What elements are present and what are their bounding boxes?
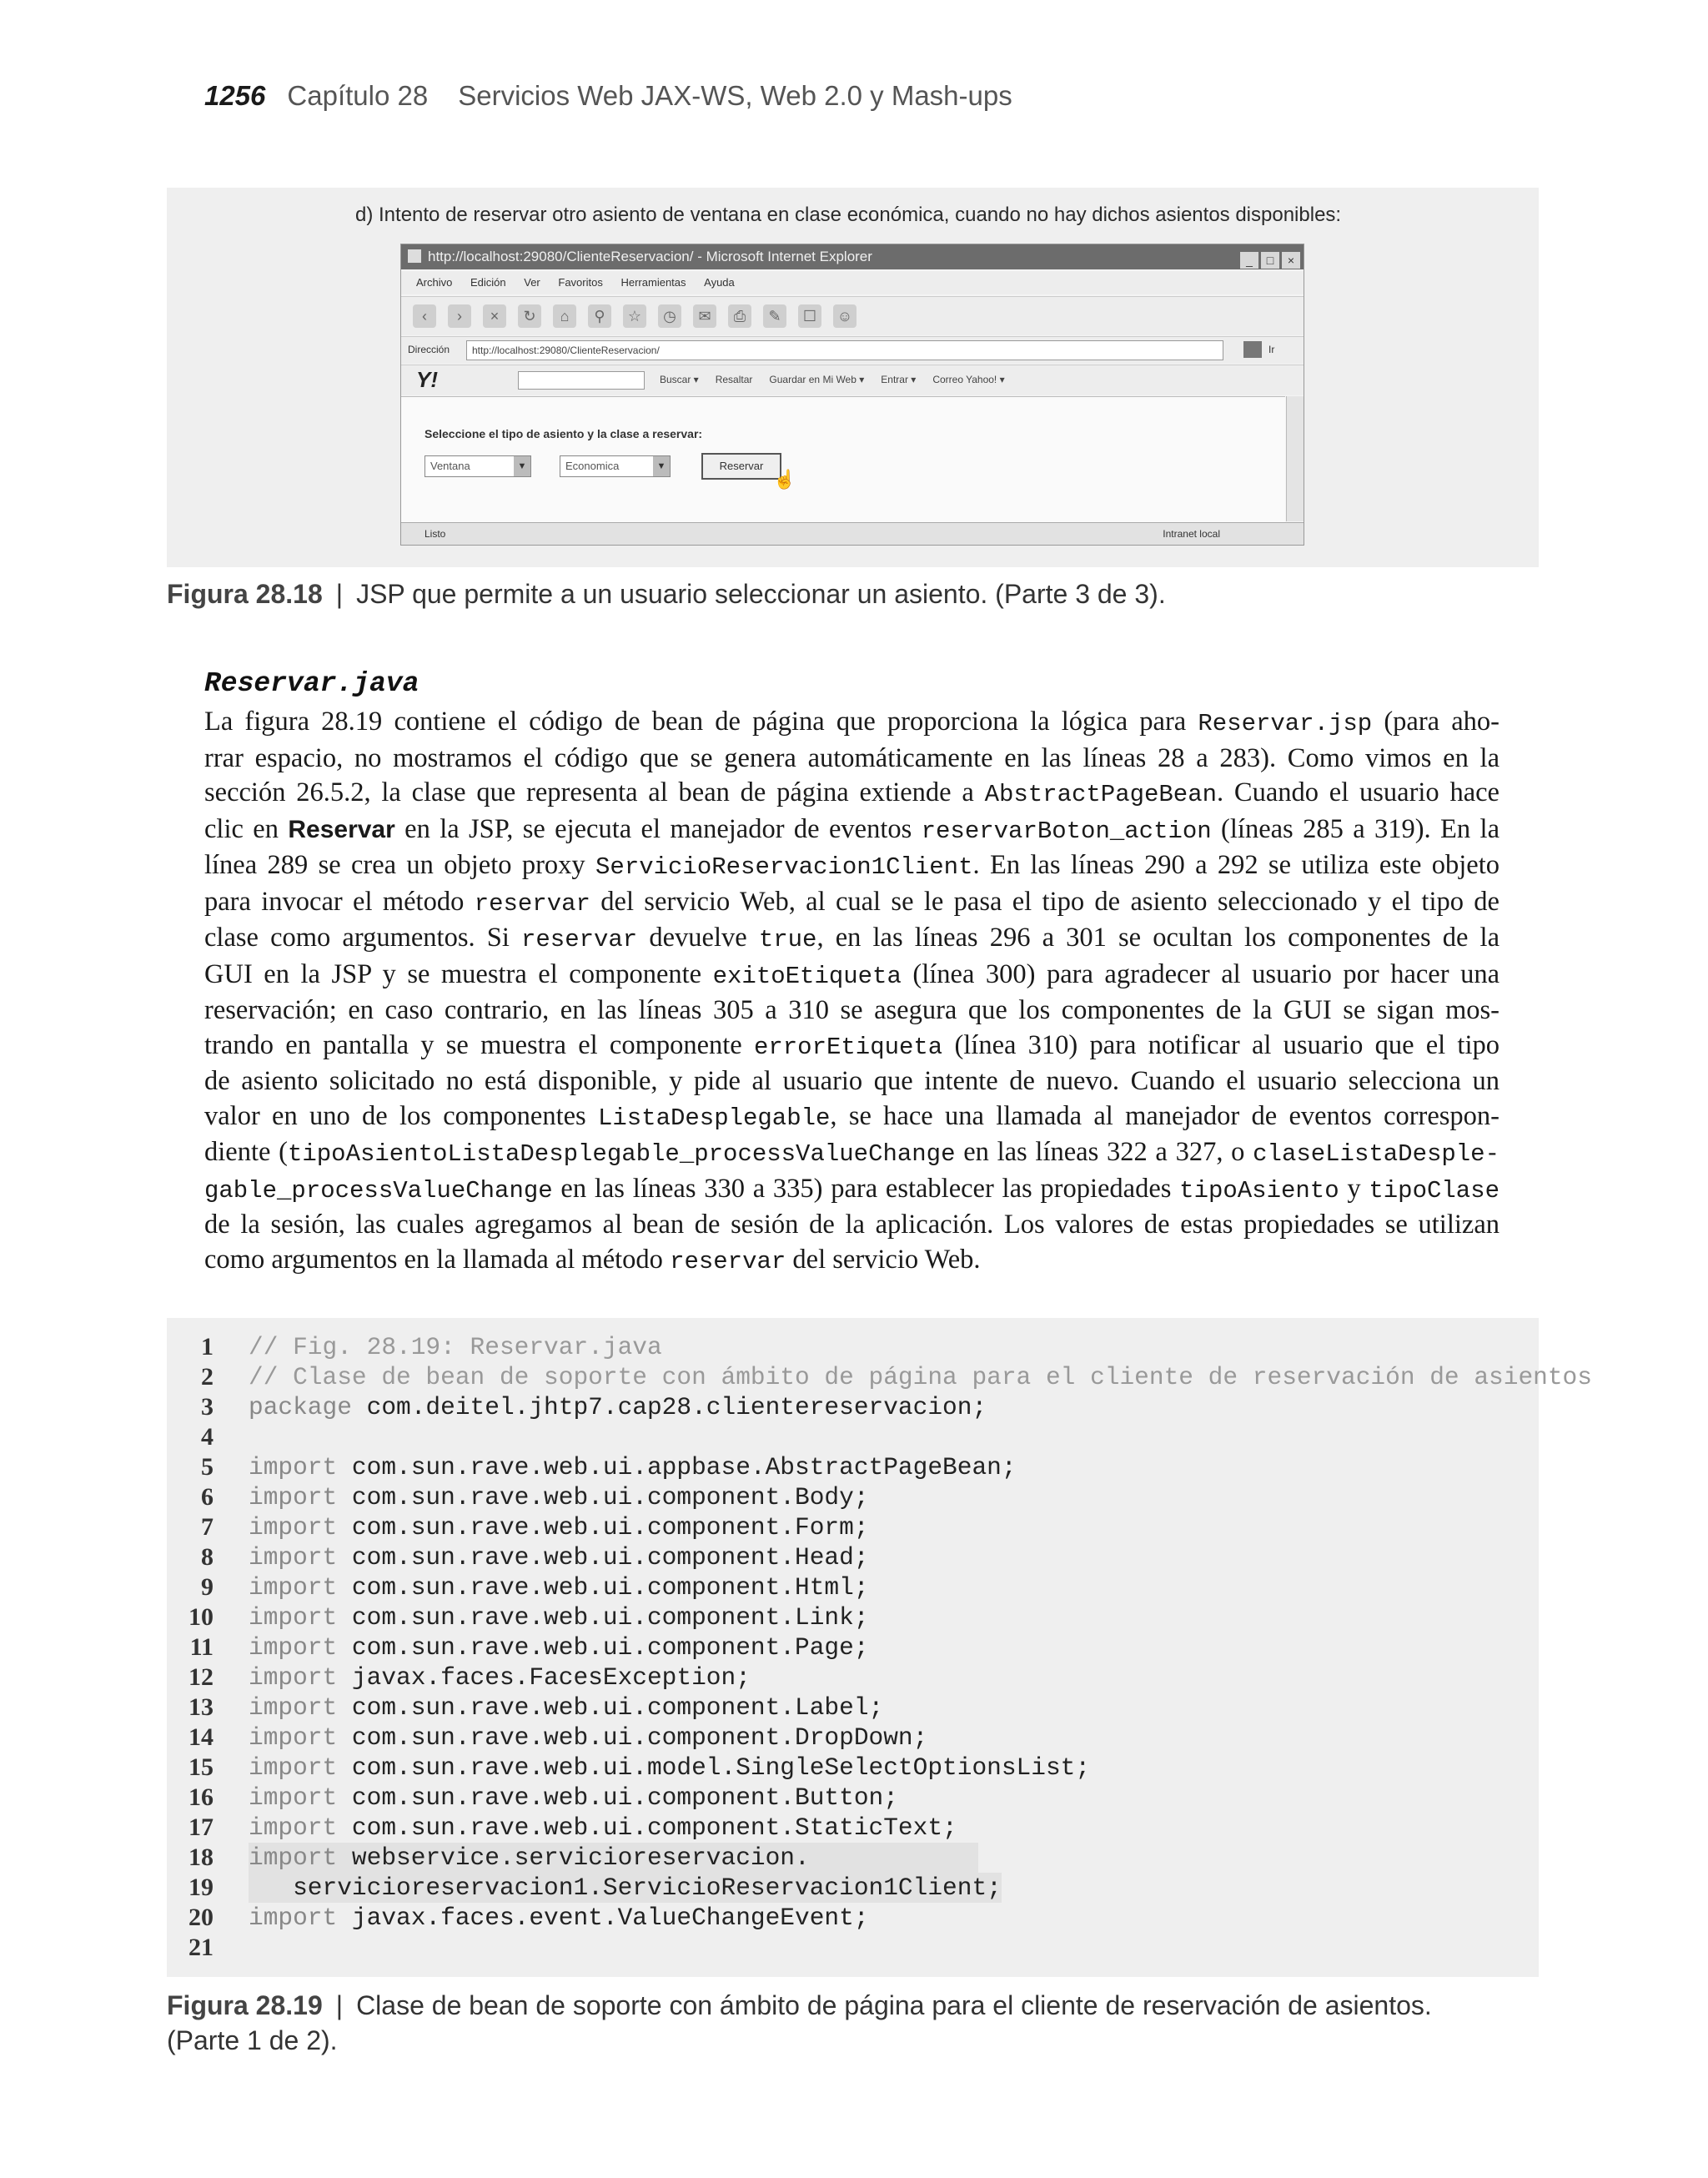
menu-edicion[interactable]: Edición (470, 276, 506, 289)
browser-title: http://localhost:29080/ClienteReservacion/ - Microsoft Internet Explorer (428, 249, 872, 264)
edit-icon[interactable]: ✎ (763, 304, 786, 328)
print-icon[interactable]: ⎙ (728, 304, 751, 328)
figure-caption-text: JSP que permite a un usuario seleccionar un asiento. (Parte 3 de 3). (356, 579, 1166, 609)
code-line (167, 1392, 1539, 1422)
status-text: Listo (424, 528, 446, 540)
line-number: 19 (188, 1874, 214, 1901)
browser-titlebar (401, 244, 1304, 269)
chevron-down-icon: ▼ (514, 456, 530, 476)
refresh-icon[interactable]: ↻ (518, 304, 541, 328)
zone-text: Intranet local (1163, 528, 1220, 540)
menu-ayuda[interactable]: Ayuda (704, 276, 735, 289)
code-line (167, 1542, 1539, 1572)
forward-icon[interactable]: › (448, 304, 471, 328)
messenger-icon[interactable]: ☺ (833, 304, 857, 328)
line-number: 21 (188, 1934, 214, 1961)
code-text: import com.sun.rave.web.ui.component.Head; (249, 1543, 869, 1572)
line-number: 20 (188, 1904, 214, 1931)
page-number: 1256 (204, 80, 266, 111)
code-text: import com.sun.rave.web.ui.component.Html; (249, 1573, 869, 1602)
yahoo-buscar[interactable]: Buscar ▾ (660, 374, 699, 385)
browser-content (401, 396, 1285, 522)
line-number: 7 (201, 1513, 214, 1541)
line-number: 3 (201, 1393, 214, 1421)
code-line (167, 1452, 1539, 1482)
seat-prompt: Seleccione el tipo de asiento y la clase a reservar: (424, 427, 703, 440)
line-number: 18 (188, 1844, 214, 1871)
favorites-icon[interactable]: ☆ (623, 304, 646, 328)
mail-icon[interactable]: ✉ (693, 304, 716, 328)
code-line (167, 1753, 1539, 1783)
figure-number: Figura 28.18 (167, 579, 323, 609)
paragraph-line: trando en pantalla y se muestra el componente errorEtiqueta (línea 310) para notificar al usuario que el tipo (204, 1029, 1500, 1061)
close-button[interactable]: × (1282, 252, 1300, 269)
discuss-icon[interactable]: ☐ (798, 304, 821, 328)
code-text: servicioreservacion1.ServicioReservacion1Client; (249, 1874, 1002, 1902)
code-text: import webservice.servicioreservacion. (249, 1843, 978, 1873)
line-number: 13 (188, 1693, 214, 1721)
line-number: 5 (201, 1453, 214, 1481)
paragraph-line: rrar espacio, no mostramos el código que se genera automáticamente en las líneas 28 a 283). Como vimos en la (204, 742, 1500, 773)
code-text: import com.sun.rave.web.ui.component.Page; (249, 1633, 869, 1662)
go-icon[interactable] (1243, 341, 1262, 358)
caption-separator: | (335, 1990, 344, 2020)
minimize-button[interactable]: _ (1240, 252, 1258, 269)
line-number: 10 (188, 1603, 214, 1631)
code-text: // Clase de bean de soporte con ámbito de página para el cliente de reservación de asientos (249, 1363, 1592, 1391)
yahoo-logo: Y! (416, 367, 438, 392)
code-line (167, 1933, 1539, 1963)
line-number: 12 (188, 1663, 214, 1691)
paragraph-line: gable_processValueChange en las líneas 330 a 335) para establecer las propiedades tipoAsiento y tipoClase (204, 1173, 1500, 1205)
code-text: import com.sun.rave.web.ui.model.SingleSelectOptionsList; (249, 1753, 1091, 1782)
code-text: import com.sun.rave.web.ui.component.Form; (249, 1513, 869, 1542)
line-number: 9 (201, 1573, 214, 1601)
address-bar (401, 336, 1304, 364)
menu-ver[interactable]: Ver (524, 276, 540, 289)
code-line (167, 1362, 1592, 1392)
code-line (167, 1783, 1539, 1813)
line-number: 11 (189, 1633, 214, 1661)
code-line (167, 1422, 1539, 1452)
section-heading: Reservar.java (204, 668, 419, 699)
code-listing (167, 1332, 1592, 1963)
scrollbar[interactable] (1286, 396, 1304, 521)
code-line (167, 1843, 1539, 1873)
figure-caption (167, 1990, 1432, 2021)
yahoo-entrar[interactable]: Entrar ▾ (881, 374, 917, 385)
paragraph-line: para invocar el método reservar del servicio Web, al cual se le pasa el tipo de asiento seleccionado y el tipo de (204, 886, 1500, 918)
code-line (167, 1693, 1539, 1723)
paragraph-line: de la sesión, las cuales agregamos al bean de sesión de la aplicación. Los valores de estas propiedades se utilizan (204, 1210, 1500, 1240)
browser-toolbar (401, 296, 1304, 335)
paragraph-line: diente (tipoAsientoListaDesplegable_processValueChange en las líneas 322 a 327, o claseListaDesple- (204, 1137, 1500, 1168)
body-paragraph (204, 705, 1500, 1279)
chapter-label: Capítulo 28 (287, 80, 429, 111)
code-line (167, 1572, 1539, 1602)
yahoo-correo[interactable]: Correo Yahoo! ▾ (932, 374, 1005, 385)
menu-herramientas[interactable]: Herramientas (620, 276, 686, 289)
code-text: import com.sun.rave.web.ui.component.Label; (249, 1693, 884, 1722)
paragraph-line: como argumentos en la llamada al método reservar del servicio Web. (204, 1244, 981, 1275)
maximize-button[interactable]: □ (1261, 252, 1279, 269)
go-label[interactable]: Ir (1268, 344, 1275, 355)
paragraph-line: de asiento solicitado no está disponible, y pide al usuario que intente de nuevo. Cuando el usuario selecciona un (204, 1066, 1500, 1096)
figure-subcaption: d) Intento de reservar otro asiento de ventana en clase económica, cuando no hay dichos asientos disponibles: (355, 204, 1342, 226)
figure-caption-continuation: (Parte 1 de 2). (167, 2025, 338, 2055)
history-icon[interactable]: ◷ (658, 304, 681, 328)
line-number: 14 (188, 1723, 214, 1751)
code-line (167, 1482, 1539, 1512)
paragraph-line: clase como argumentos. Si reservar devuelve true, en las líneas 296 a 301 se ocultan los componentes de la (204, 923, 1500, 953)
code-line (167, 1903, 1539, 1933)
code-text: import com.sun.rave.web.ui.component.Button; (249, 1783, 898, 1812)
chapter-title: Servicios Web JAX-WS, Web 2.0 y Mash-ups (458, 80, 1012, 111)
yahoo-resaltar[interactable]: Resaltar (715, 374, 753, 385)
code-line (167, 1813, 1539, 1843)
code-line (167, 1723, 1539, 1753)
address-input[interactable]: http://localhost:29080/ClienteReservacion/ (466, 340, 1223, 360)
chevron-down-icon: ▼ (653, 456, 670, 476)
class-type-select[interactable]: Economica ▼ (560, 455, 671, 477)
figure-caption-text: Clase de bean de soporte con ámbito de página para el cliente de reservación de asientos. (356, 1990, 1432, 2020)
yahoo-guardar[interactable]: Guardar en Mi Web ▾ (769, 374, 865, 385)
line-number: 8 (201, 1543, 214, 1571)
back-icon[interactable]: ‹ (413, 304, 436, 328)
browser-menubar (401, 271, 1304, 294)
line-number: 4 (201, 1423, 214, 1451)
yahoo-search-input[interactable] (518, 371, 645, 390)
line-number: 6 (201, 1483, 214, 1511)
code-line (167, 1873, 1539, 1903)
code-text: import com.sun.rave.web.ui.appbase.AbstractPageBean; (249, 1453, 1017, 1481)
line-number: 16 (188, 1783, 214, 1811)
browser-screenshot (400, 244, 1304, 546)
code-text: import com.sun.rave.web.ui.component.Body; (249, 1483, 869, 1512)
figure-number: Figura 28.19 (167, 1990, 323, 2020)
code-line (167, 1602, 1539, 1632)
search-icon[interactable]: ⚲ (588, 304, 611, 328)
line-number: 1 (201, 1333, 214, 1361)
code-text: import javax.faces.event.ValueChangeEvent; (249, 1904, 869, 1932)
yahoo-toolbar-items (660, 374, 1022, 385)
paragraph-line: valor en uno de los componentes ListaDesplegable, se hace una llamada al manejador de eventos correspon- (204, 1100, 1500, 1132)
code-text: // Fig. 28.19: Reservar.java (249, 1333, 662, 1361)
home-icon[interactable]: ⌂ (553, 304, 576, 328)
paragraph-line: sección 26.5.2, la clase que representa al bean de página extiende a AbstractPageBean. Cuando el usuario hace (204, 777, 1500, 808)
hand-cursor-icon: ☝ (773, 469, 796, 490)
line-number: 15 (188, 1753, 214, 1781)
line-number: 2 (201, 1363, 214, 1391)
window-controls (1238, 248, 1300, 273)
yahoo-toolbar (401, 365, 1304, 395)
paragraph-line: línea 289 se crea un objeto proxy ServicioReservacion1Client. En las líneas 290 a 292 se utiliza este objeto (204, 850, 1500, 881)
line-number: 17 (188, 1813, 214, 1841)
paragraph-line: clic en Reservar en la JSP, se ejecuta el manejador de eventos reservarBoton_action (líneas 285 a 319). En la (204, 813, 1500, 845)
status-bar (401, 522, 1304, 545)
code-line (167, 1332, 1539, 1362)
ie-window-icon (408, 249, 421, 263)
code-text: import com.sun.rave.web.ui.component.DropDown; (249, 1723, 928, 1752)
figure-caption (167, 579, 1166, 610)
menu-favoritos[interactable]: Favoritos (558, 276, 603, 289)
code-text: import javax.faces.FacesException; (249, 1663, 751, 1692)
menu-archivo[interactable]: Archivo (416, 276, 453, 289)
code-line (167, 1512, 1539, 1542)
code-text: import com.sun.rave.web.ui.component.Link; (249, 1603, 869, 1632)
code-text: import com.sun.rave.web.ui.component.StaticText; (249, 1813, 957, 1842)
code-line (167, 1632, 1539, 1662)
running-header (204, 80, 1012, 112)
reserve-button[interactable]: Reservar (701, 453, 781, 480)
address-label: Dirección (408, 344, 450, 355)
code-text: package com.deitel.jhtp7.cap28.clientereservacion; (249, 1393, 987, 1421)
paragraph-line: GUI en la JSP y se muestra el componente exitoEtiqueta (línea 300) para agradecer al usuario por hacer una (204, 958, 1500, 990)
seat-type-select[interactable]: Ventana ▼ (424, 455, 531, 477)
stop-icon[interactable]: × (483, 304, 506, 328)
code-line (167, 1662, 1539, 1693)
caption-separator: | (335, 579, 344, 609)
paragraph-line: reservación; en caso contrario, en las líneas 305 a 310 se asegura que los componentes de la GUI se sigan mos- (204, 995, 1500, 1025)
paragraph-line: La figura 28.19 contiene el código de bean de página que proporciona la lógica para Reservar.jsp (para aho- (204, 707, 1500, 737)
